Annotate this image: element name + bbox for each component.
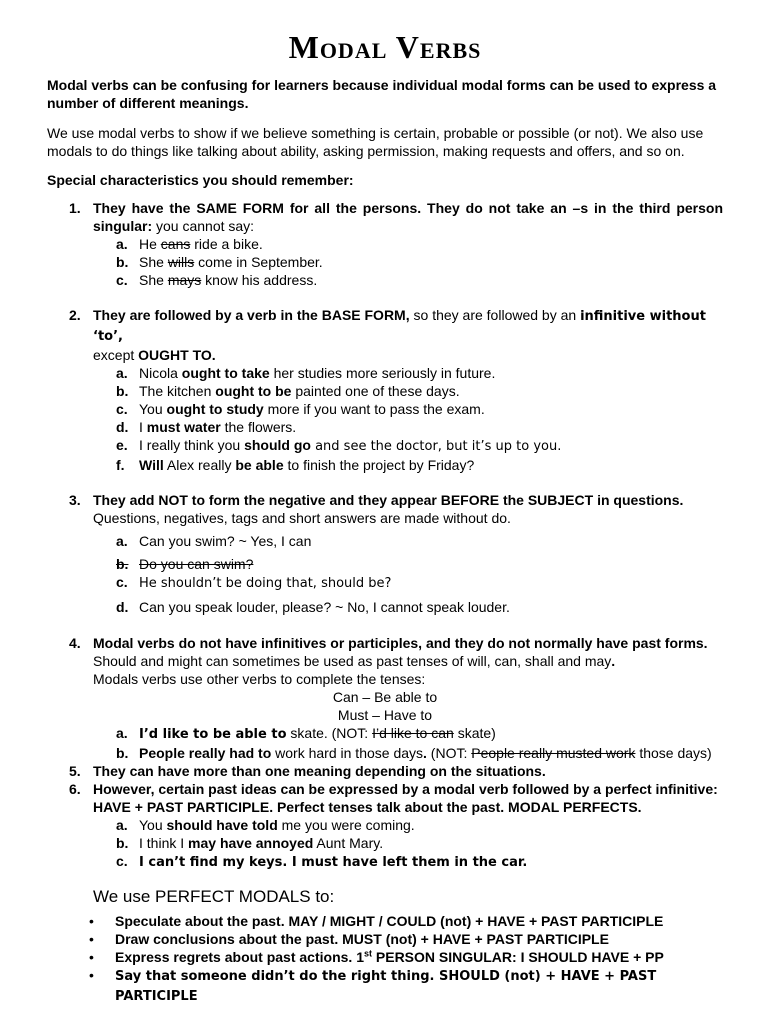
- text: The kitchen: [139, 383, 216, 399]
- text: Speculate about the past. MAY / MIGHT / COULD (not) + HAVE + PAST PARTICIPLE: [115, 913, 664, 929]
- text: (NOT:: [426, 745, 472, 761]
- text: me you were coming.: [277, 817, 415, 833]
- sub-letter: c.: [116, 401, 128, 417]
- text: so they are followed by an: [409, 307, 581, 323]
- text: Draw conclusions about the past. MUST (not) + HAVE + PAST PARTICIPLE: [115, 931, 609, 947]
- text: Express regrets about past actions. 1: [115, 949, 364, 965]
- bullet-item-3: [47, 948, 723, 966]
- intro-bold-paragraph: Modal verbs can be confusing for learners because individual modal forms can be used to express a number of different meanings.: [47, 77, 717, 111]
- text: I really think you: [139, 437, 245, 453]
- text: Aunt Mary.: [313, 835, 384, 851]
- text: infinitive without ‘to’,: [93, 309, 706, 344]
- text: .: [423, 745, 427, 761]
- text: come in September.: [194, 254, 323, 270]
- text: I’d like to be able to: [139, 727, 287, 742]
- struck-text: cans: [160, 236, 191, 252]
- text: those days): [635, 745, 712, 761]
- text: ought to take: [181, 365, 270, 381]
- sub-item-2b: [47, 382, 723, 400]
- sub-item-2e: [47, 436, 723, 456]
- text: Can you speak louder, please? ~ No, I cannot speak louder.: [139, 599, 510, 615]
- struck-text: wills: [167, 254, 195, 270]
- sub-letter: c.: [116, 272, 128, 288]
- item-number: 5.: [69, 763, 81, 779]
- item-number: 2.: [69, 307, 81, 323]
- sub-item-6b: [47, 834, 723, 852]
- struck-text: mays: [167, 272, 202, 288]
- list-item-2: [47, 306, 723, 364]
- sub-letter: a.: [116, 533, 128, 549]
- text: Will: [139, 457, 164, 473]
- text: must water: [146, 419, 221, 435]
- tense-must: Must – Have to: [337, 707, 433, 723]
- text: PERSON SINGULAR: I SHOULD HAVE + PP: [372, 949, 664, 965]
- sub-item-4a: [47, 724, 723, 744]
- sub-letter: c.: [116, 853, 128, 869]
- sub-letter: f.: [116, 457, 125, 473]
- sub-item-6c: [47, 852, 723, 872]
- item-1-rest: you cannot say:: [152, 218, 255, 234]
- sub-letter: a.: [116, 236, 128, 252]
- sub-item-2d: [47, 418, 723, 436]
- sub-item-2a: [47, 364, 723, 382]
- sub-item-3c: [47, 573, 723, 593]
- sub-item-1c: [47, 271, 723, 289]
- text: painted one of these days.: [291, 383, 460, 399]
- text: except: [93, 347, 139, 363]
- text: ride a bike.: [190, 236, 263, 252]
- item-2-bold: They are followed by a verb in the BASE FORM,: [93, 307, 410, 323]
- item-number: 4.: [69, 635, 81, 651]
- text: know his address.: [201, 272, 318, 288]
- text: I can’t find my keys. I must have left them in the car.: [139, 855, 528, 870]
- bullet-item-2: [47, 930, 723, 948]
- text: may have annoyed: [188, 835, 314, 851]
- sub-item-2c: [47, 400, 723, 418]
- bullet-item-1: [47, 912, 723, 930]
- text: Should and might can sometimes be used as past tenses of will, can, shall and may: [93, 653, 612, 669]
- sub-item-4b: [47, 744, 723, 762]
- struck-text: People really musted work: [471, 745, 636, 761]
- text: be able: [235, 457, 284, 473]
- text: ought to study: [166, 401, 264, 417]
- struck-text: Do you can swim?: [139, 556, 254, 572]
- sub-letter: a.: [116, 725, 128, 741]
- sub-letter: b.: [116, 745, 129, 761]
- text: work hard in those days: [271, 745, 424, 761]
- text: I: [139, 419, 147, 435]
- sub-letter: b.: [116, 383, 129, 399]
- list-item-1: [47, 199, 723, 235]
- text: and see the doctor, but it’s up to you.: [310, 439, 562, 454]
- text: OUGHT TO.: [138, 347, 216, 363]
- sub-letter: b.: [116, 556, 129, 572]
- sub-item-6a: [47, 816, 723, 834]
- sub-letter: a.: [116, 365, 128, 381]
- text: She: [139, 272, 168, 288]
- text: Nicola: [139, 365, 182, 381]
- sub-item-3d: [47, 598, 723, 616]
- document-page: [47, 28, 723, 1006]
- page-title: Modal Verbs: [288, 29, 482, 65]
- sub-item-1a: [47, 235, 723, 253]
- text: You: [139, 401, 167, 417]
- text: her studies more seriously in future.: [269, 365, 496, 381]
- item-number: 1.: [69, 200, 81, 216]
- bullet-dot: •: [89, 949, 94, 965]
- text: should go: [244, 437, 311, 453]
- sub-item-3a: [47, 532, 723, 550]
- text: Say that someone didn’t do the right thing.: [115, 969, 435, 984]
- sub-letter: b.: [116, 254, 129, 270]
- text: She: [139, 254, 168, 270]
- sub-letter: a.: [116, 817, 128, 833]
- text: He shouldn’t be doing that, should be?: [139, 576, 392, 591]
- sub-item-3b: [47, 555, 723, 573]
- item-number: 6.: [69, 781, 81, 797]
- list-item-4: [47, 634, 723, 688]
- sub-letter: e.: [116, 437, 128, 453]
- bullet-item-4: [47, 966, 723, 1006]
- struck-text: I’d like to can: [372, 725, 454, 741]
- text: .: [611, 653, 616, 669]
- text: Can you swim? ~ Yes, I can: [139, 533, 312, 549]
- sub-letter: d.: [116, 599, 129, 615]
- text: HAVE + PAST PARTICIPLE. Perfect tenses talk about the past. MODAL PERFECTS.: [93, 799, 642, 815]
- intro-paragraph: We use modal verbs to show if we believe something is certain, probable or possible (or not). We also use modals to do things like talking about ability, asking permission, making requests and offers, and so on.: [47, 125, 704, 159]
- text: He: [139, 236, 161, 252]
- text: skate): [453, 725, 496, 741]
- text: ought to be: [215, 383, 292, 399]
- text: People really had to: [139, 745, 272, 761]
- text: more if you want to pass the exam.: [263, 401, 485, 417]
- item-1-bold: They have the SAME FORM for all the persons. They do not take an –s in the third person singular:: [93, 200, 723, 234]
- sub-letter: c.: [116, 574, 128, 590]
- sub-letter: b.: [116, 835, 129, 851]
- item-5-bold: They can have more than one meaning depending on the situations.: [93, 763, 546, 779]
- sub-letter: d.: [116, 419, 129, 435]
- text: the flowers.: [220, 419, 297, 435]
- text: Questions, negatives, tags and short answers are made without do.: [93, 510, 511, 526]
- item-6-bold: However, certain past ideas can be expressed by a modal verb followed by a perfect infinitive:: [93, 781, 718, 797]
- tense-can: Can – Be able to: [332, 689, 438, 705]
- perfect-modals-heading: We use PERFECT MODALS to:: [93, 887, 335, 906]
- sub-item-2f: [47, 456, 723, 474]
- bullet-dot: •: [89, 931, 94, 947]
- special-heading: Special characteristics you should remember:: [47, 172, 354, 188]
- item-3-bold: They add NOT to form the negative and they appear BEFORE the SUBJECT in questions.: [93, 492, 684, 508]
- list-item-5: [47, 762, 723, 780]
- bullet-dot: •: [89, 967, 94, 983]
- text: Modals verbs use other verbs to complete the tenses:: [93, 671, 426, 687]
- sub-item-1b: [47, 253, 723, 271]
- text: You: [139, 817, 167, 833]
- text: Alex really: [163, 457, 236, 473]
- list-item-6: [47, 780, 723, 816]
- text: I think I: [139, 835, 189, 851]
- bullet-dot: •: [89, 913, 94, 929]
- item-number: 3.: [69, 492, 81, 508]
- superscript: st: [363, 948, 372, 959]
- text: skate. (NOT:: [286, 725, 373, 741]
- text: SHOULD (not) + HAVE + PAST PARTICIPLE: [115, 969, 657, 1004]
- list-item-3: [47, 491, 723, 527]
- text: should have told: [166, 817, 278, 833]
- item-4-bold: Modal verbs do not have infinitives or participles, and they do not normally have past forms.: [93, 635, 708, 651]
- text: to finish the project by Friday?: [283, 457, 475, 473]
